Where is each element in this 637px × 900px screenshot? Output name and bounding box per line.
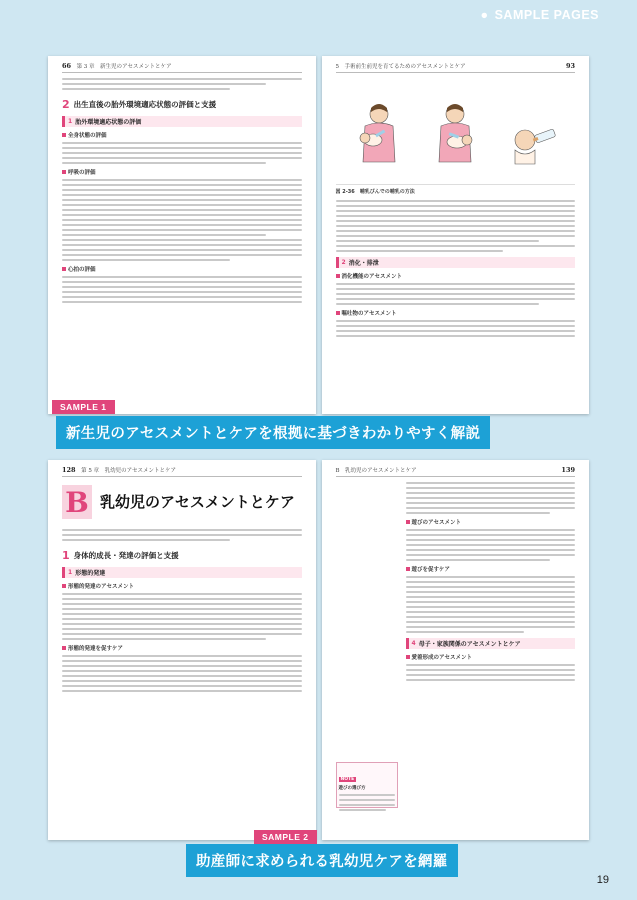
page-number: 66 bbox=[62, 62, 72, 70]
sample2-left-page bbox=[48, 460, 316, 840]
body-line bbox=[336, 303, 540, 305]
body-line bbox=[336, 293, 576, 295]
section-title bbox=[62, 98, 302, 111]
item-heading: 形態的発達を促すケア bbox=[62, 644, 302, 652]
body-line bbox=[62, 254, 302, 256]
body-line bbox=[336, 220, 576, 222]
feeding-illustration bbox=[336, 78, 576, 185]
item-heading: 呼吸の評価 bbox=[62, 168, 302, 176]
item-heading: 消化機能のアセスメント bbox=[336, 272, 576, 280]
body-line bbox=[336, 320, 576, 322]
body-line bbox=[62, 301, 302, 303]
body-line bbox=[336, 230, 576, 232]
body-line bbox=[62, 162, 266, 164]
body-line bbox=[62, 152, 302, 154]
page-header bbox=[62, 62, 302, 73]
subsection-number: 1 bbox=[68, 118, 73, 126]
sample-pages-text: SAMPLE PAGES bbox=[494, 8, 599, 22]
body-line bbox=[62, 598, 302, 600]
body-line bbox=[406, 606, 576, 608]
body-line bbox=[62, 199, 302, 201]
item-heading: 全身状態の評価 bbox=[62, 131, 302, 139]
subsection-number: 2 bbox=[341, 259, 346, 267]
note-title: 遊びの選び方 bbox=[338, 786, 366, 791]
body-line bbox=[62, 224, 302, 226]
body-line bbox=[62, 665, 302, 667]
body-line bbox=[406, 539, 576, 541]
page-header bbox=[336, 62, 576, 73]
body-line bbox=[406, 559, 550, 561]
body-line bbox=[62, 608, 302, 610]
item-heading: 愛着形成のアセスメント bbox=[406, 653, 576, 661]
running-head: 第 3 章 新生児のアセスメントとケア bbox=[76, 64, 172, 70]
body-line bbox=[62, 209, 302, 211]
body-line bbox=[62, 690, 302, 692]
body-line bbox=[406, 581, 576, 583]
running-head: 第 5 章 乳幼児のアセスメントとケア bbox=[81, 468, 177, 474]
running-head: B 乳幼児のアセスメントとケア bbox=[335, 468, 417, 474]
figure-caption: 図 2-36 哺乳びんでの哺乳の方法 bbox=[335, 189, 415, 195]
page-number: 93 bbox=[565, 62, 575, 70]
bullet-icon: ● bbox=[480, 8, 489, 22]
body-line bbox=[406, 512, 550, 514]
body-line bbox=[406, 601, 576, 603]
sample1-spread bbox=[48, 56, 589, 414]
body-line bbox=[62, 603, 302, 605]
subsection-title-text: 母子・家族関係のアセスメントとケア bbox=[418, 640, 521, 648]
body-line bbox=[62, 83, 266, 85]
subsection-title-text: 消化・排泄 bbox=[348, 260, 379, 268]
body-line bbox=[339, 809, 387, 811]
note-box bbox=[336, 762, 398, 808]
body-line bbox=[62, 633, 302, 635]
page-header bbox=[336, 466, 576, 477]
body-line bbox=[336, 240, 540, 242]
body-line bbox=[336, 225, 576, 227]
body-line bbox=[62, 194, 302, 196]
body-line bbox=[406, 631, 525, 633]
body-line bbox=[62, 142, 302, 144]
body-line bbox=[62, 660, 302, 662]
body-line bbox=[62, 539, 230, 541]
body-line bbox=[336, 205, 576, 207]
body-line bbox=[62, 249, 302, 251]
body-line bbox=[62, 234, 266, 236]
item-heading: 心拍の評価 bbox=[62, 265, 302, 273]
body-line bbox=[62, 239, 302, 241]
section-number: 2 bbox=[62, 98, 70, 112]
sample2-caption: 助産師に求められる乳幼児ケアを網羅 bbox=[186, 844, 458, 877]
sample2-tag: SAMPLE 2 bbox=[254, 830, 317, 844]
body-line bbox=[62, 529, 302, 531]
running-head: 5 手術前生前児を育てるためのアセスメントとケア bbox=[335, 64, 466, 70]
body-line bbox=[62, 281, 302, 283]
body-line bbox=[62, 78, 302, 80]
body-line bbox=[62, 147, 302, 149]
body-line bbox=[62, 286, 302, 288]
body-line bbox=[336, 210, 576, 212]
body-line bbox=[62, 680, 302, 682]
note-label: NOTE bbox=[340, 777, 355, 782]
item-heading: 嘔吐物のアセスメント bbox=[336, 309, 576, 317]
body-line bbox=[336, 283, 576, 285]
sample2-right-page bbox=[322, 460, 590, 840]
body-line bbox=[406, 611, 576, 613]
infant-bottle-figure bbox=[509, 100, 561, 170]
body-line bbox=[406, 674, 576, 676]
body-line bbox=[406, 534, 576, 536]
body-line bbox=[336, 250, 504, 252]
body-line bbox=[406, 669, 576, 671]
body-line bbox=[406, 487, 576, 489]
body-line bbox=[336, 330, 576, 332]
section-title-text: 身体的成長・発達の評価と支援 bbox=[73, 550, 179, 560]
body-line bbox=[406, 626, 576, 628]
body-line bbox=[336, 335, 576, 337]
body-line bbox=[62, 296, 302, 298]
chapter-title: 乳幼児のアセスメントとケア bbox=[100, 493, 295, 511]
subsection-title bbox=[62, 567, 302, 578]
body-line bbox=[406, 482, 576, 484]
body-line bbox=[406, 596, 576, 598]
body-line bbox=[406, 616, 576, 618]
body-line bbox=[62, 259, 230, 261]
section-number: 1 bbox=[62, 549, 70, 563]
subsection-title bbox=[406, 638, 576, 649]
body-line bbox=[336, 200, 576, 202]
body-line bbox=[406, 492, 576, 494]
body-line bbox=[62, 685, 302, 687]
sample1-caption: 新生児のアセスメントとケアを根拠に基づきわかりやすく解説 bbox=[56, 416, 490, 449]
body-line bbox=[62, 670, 302, 672]
page-number: 128 bbox=[62, 466, 76, 474]
body-line bbox=[62, 229, 302, 231]
body-line bbox=[336, 298, 576, 300]
body-line bbox=[62, 179, 302, 181]
body-line bbox=[62, 593, 302, 595]
sample1-tag: SAMPLE 1 bbox=[52, 400, 115, 414]
body-line bbox=[62, 157, 302, 159]
body-line bbox=[339, 799, 395, 801]
subsection-title-text: 胎外環境適応状態の評価 bbox=[75, 119, 142, 127]
header-bar bbox=[0, 0, 637, 30]
body-line bbox=[406, 576, 576, 578]
footer-page-number: 19 bbox=[596, 874, 609, 886]
body-line bbox=[62, 291, 302, 293]
body-line bbox=[406, 664, 576, 666]
mother-feeding-figure-b bbox=[429, 100, 481, 170]
body-line bbox=[62, 623, 302, 625]
body-line bbox=[62, 276, 302, 278]
body-line bbox=[406, 554, 576, 556]
chapter-letter: B bbox=[62, 485, 92, 519]
body-line bbox=[406, 591, 576, 593]
item-heading: 遊びを促すケア bbox=[406, 565, 576, 573]
page-header bbox=[62, 466, 302, 477]
body-line bbox=[406, 544, 576, 546]
mother-feeding-figure-a bbox=[349, 100, 401, 170]
chapter-heading bbox=[48, 485, 302, 519]
body-line bbox=[62, 655, 302, 657]
subsection-title bbox=[336, 257, 576, 268]
section-title-text: 出生直後の胎外環境適応状態の評価と支援 bbox=[73, 99, 217, 109]
body-line bbox=[62, 638, 266, 640]
body-line bbox=[406, 529, 576, 531]
body-line bbox=[62, 214, 302, 216]
subsection-number: 1 bbox=[68, 569, 73, 577]
body-line bbox=[62, 675, 302, 677]
sample1-right-page bbox=[322, 56, 590, 414]
body-line bbox=[62, 184, 302, 186]
body-line bbox=[62, 189, 302, 191]
body-line bbox=[62, 88, 230, 90]
body-line bbox=[339, 804, 395, 806]
item-heading: 遊びのアセスメント bbox=[406, 518, 576, 526]
body-line bbox=[62, 618, 302, 620]
body-line bbox=[406, 497, 576, 499]
item-heading: 形態的発達のアセスメント bbox=[62, 582, 302, 590]
body-line bbox=[336, 245, 576, 247]
body-line bbox=[336, 215, 576, 217]
body-line bbox=[62, 204, 302, 206]
body-line bbox=[62, 534, 302, 536]
sample1-left-page bbox=[48, 56, 316, 414]
body-line bbox=[336, 235, 576, 237]
subsection-number: 4 bbox=[411, 639, 416, 647]
body-line bbox=[339, 794, 395, 796]
body-line bbox=[62, 219, 302, 221]
body-line bbox=[336, 288, 576, 290]
subsection-title-text: 形態的発達 bbox=[75, 570, 106, 578]
body-line bbox=[406, 507, 576, 509]
body-line bbox=[62, 613, 302, 615]
body-line bbox=[336, 325, 576, 327]
section-title bbox=[62, 549, 302, 562]
subsection-title bbox=[62, 116, 302, 127]
sample2-spread bbox=[48, 460, 589, 840]
body-line bbox=[62, 628, 302, 630]
body-line bbox=[406, 502, 576, 504]
body-line bbox=[406, 586, 576, 588]
body-line bbox=[406, 549, 576, 551]
body-line bbox=[406, 679, 576, 681]
body-line bbox=[406, 621, 576, 623]
page-number: 139 bbox=[561, 466, 575, 474]
right-column bbox=[406, 482, 576, 681]
body-line bbox=[62, 244, 302, 246]
sample-pages-label bbox=[481, 8, 599, 22]
